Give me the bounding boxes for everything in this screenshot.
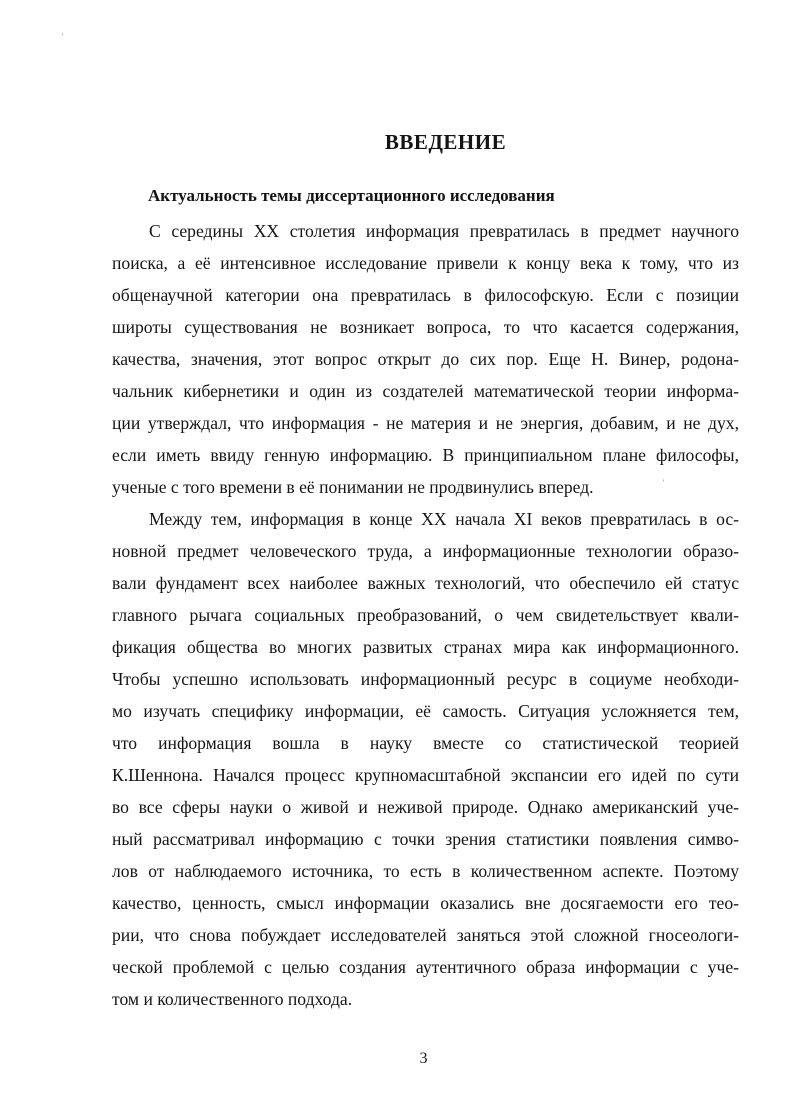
text-line: лов от наблюдаемого источника, то есть в количественном аспекте. Поэтому	[112, 861, 739, 881]
text-line: чальник кибернетики и один из создателей математической теории информа-	[112, 381, 739, 401]
text-line: мо изучать специфику информации, её самость. Ситуация усложняется тем,	[112, 701, 739, 721]
text-line: новной предмет человеческого труда, а информационные технологии образо-	[112, 541, 739, 561]
text-line: фикация общества во многих развитых странах мира как информационного.	[112, 637, 739, 657]
text-line: во все сферы науки о живой и неживой природе. Однако американский уче-	[112, 797, 739, 817]
text-line: качество, ценность, смысл информации оказались вне досягаемости его тео-	[112, 893, 739, 913]
text-line: поиска, а её интенсивное исследование привели к концу века к тому, что из	[112, 253, 739, 273]
text-line: рии, что снова побуждает исследователей заняться этой сложной гносеологи-	[112, 925, 739, 945]
text-line: том и количественного подхода.	[112, 989, 353, 1009]
text-line: ции утверждал, что информация - не материя и не энергия, добавим, и не дух,	[112, 413, 739, 433]
text-line: широты существования не возникает вопроса, то что касается содержания,	[112, 317, 739, 337]
text-line: вали фундамент всех наиболее важных технологий, что обеспечило ей статус	[112, 573, 739, 593]
page-number: 3	[419, 1050, 428, 1067]
text-line: ческой проблемой с целью создания аутентичного образа информации с уче-	[112, 957, 739, 977]
text-line: ный рассматривал информацию с точки зрения статистики появления симво-	[112, 829, 739, 849]
text-line: главного рычага социальных преобразований, о чем свидетельствует квали-	[112, 605, 739, 625]
text-line: если иметь ввиду генную информацию. В принципиальном плане философы,	[112, 445, 739, 465]
text-line: К.Шеннона. Начался процесс крупномасштабной экспансии его идей по сути	[112, 765, 739, 785]
section-subheading: Актуальность темы диссертационного исследования	[148, 186, 555, 205]
text-line: качества, значения, этот вопрос открыт до сих пор. Еще Н. Винер, родона-	[112, 349, 739, 369]
text-line: С середины XX столетия информация превратилась в предмет научного	[149, 221, 739, 241]
text-line: Между тем, информация в конце XX начала XI веков превратилась в ос-	[149, 509, 739, 529]
text-line: Чтобы успешно использовать информационный ресурс в социуме необходи-	[112, 669, 739, 689]
text-line: ученые с того времени в её понимании не продвинулись вперед.	[112, 477, 594, 497]
scan-speck: '	[663, 478, 665, 487]
scan-speck: '	[62, 32, 64, 41]
text-line: общенаучной категории она превратилась в философскую. Если с позиции	[112, 285, 739, 305]
text-line: что информация вошла в науку вместе со статистической теорией	[112, 733, 739, 753]
page-title: ВВЕДЕНИЕ	[384, 130, 507, 154]
